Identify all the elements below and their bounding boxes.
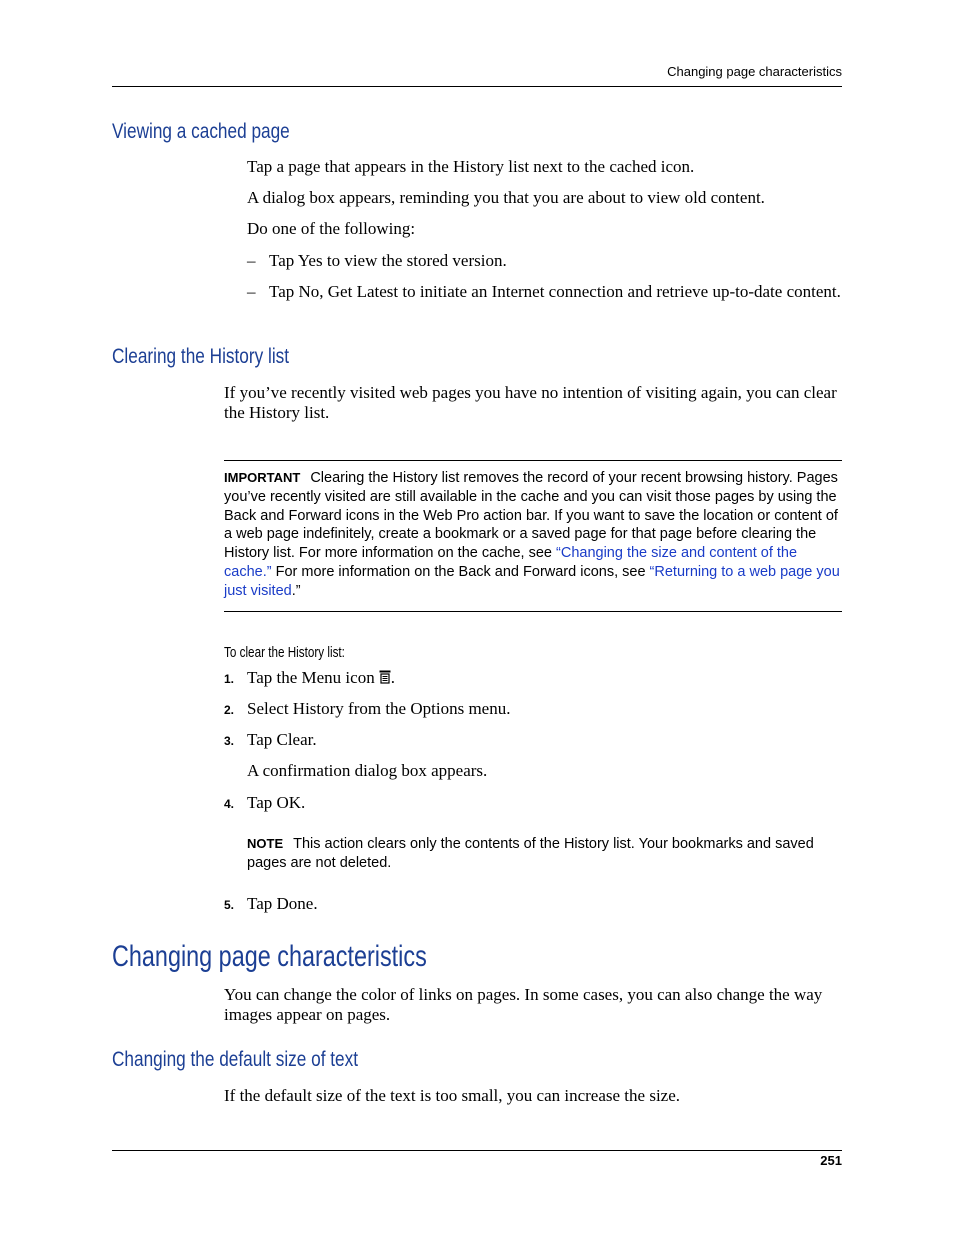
paragraph: You can change the color of links on pages. In some cases, you can also change the way images appear on pages. — [224, 985, 823, 1024]
dash-marker: – — [247, 251, 256, 270]
list-item: Tap No, Get Latest to initiate an Internet connection and retrieve up-to-date content. — [269, 282, 841, 301]
paragraph: A dialog box appears, reminding you that you are about to view old content. — [247, 188, 765, 207]
link-returning-web-page[interactable]: “Returning to a web page you just visited — [224, 563, 840, 599]
paragraph: Do one of the following: — [247, 219, 416, 238]
list-item: Tap Yes to view the stored version. — [269, 251, 507, 270]
important-callout — [224, 460, 842, 612]
link-cache-size[interactable]: “Changing the size and content of the cache.” — [224, 545, 798, 580]
important-body: .” — [291, 582, 301, 599]
note-label: NOTE — [247, 836, 284, 851]
important-body: For more information on the Back and Forward icons, see — [271, 563, 650, 580]
step-text — [247, 668, 842, 688]
step-number: 5. — [224, 898, 235, 912]
procedure-title: To clear the History list: — [224, 644, 345, 661]
paragraph: If you’ve recently visited web pages you have no intention of visiting again, you can clear the History list. — [224, 383, 837, 422]
dash-marker: – — [247, 282, 256, 301]
note-text: This action clears only the contents of the History list. Your bookmarks and saved pages are not deleted. — [247, 836, 814, 871]
running-head-text: Changing page characteristics — [667, 64, 842, 79]
step-text: Tap OK. — [247, 793, 306, 812]
paragraph: Tap a page that appears in the History list next to the cached icon. — [247, 157, 695, 176]
important-text — [224, 469, 842, 601]
step-number: 4. — [224, 797, 235, 811]
important-body: Clearing the History list removes the record of your recent browsing history. Pages you’ve recently visited are still available in the cache and you can visit those pages by using the Back and Forward icons in the Web Pro action bar. If you want to save the location or content of a web page indefinitely, create a bookmark or a saved page for that page before clearing the History list. For more information on the cache, see — [224, 470, 838, 562]
step-number: 2. — [224, 703, 235, 717]
heading-viewing-cached-page: Viewing a cached page — [112, 120, 290, 143]
note-callout — [247, 835, 842, 872]
page-number: 251 — [820, 1153, 842, 1168]
step-subtext: A confirmation dialog box appears. — [247, 761, 488, 780]
step-text: Tap Done. — [247, 894, 318, 913]
heading-default-text-size: Changing the default size of text — [112, 1048, 359, 1071]
step-text: Select History from the Options menu. — [247, 699, 511, 718]
heading-clearing-history: Clearing the History list — [112, 345, 290, 368]
step-punct: . — [390, 668, 395, 687]
heading-changing-page-characteristics: Changing page characteristics — [112, 940, 427, 973]
step-label: Tap the Menu icon — [247, 668, 375, 687]
step-number: 1. — [224, 672, 235, 686]
step-text: Tap Clear. — [247, 730, 317, 749]
footer-rule — [112, 1150, 842, 1151]
paragraph: If the default size of the text is too small, you can increase the size. — [224, 1086, 681, 1105]
step-number: 3. — [224, 734, 235, 748]
running-head — [112, 64, 842, 87]
important-label: IMPORTANT — [224, 470, 301, 485]
menu-icon — [379, 669, 391, 683]
